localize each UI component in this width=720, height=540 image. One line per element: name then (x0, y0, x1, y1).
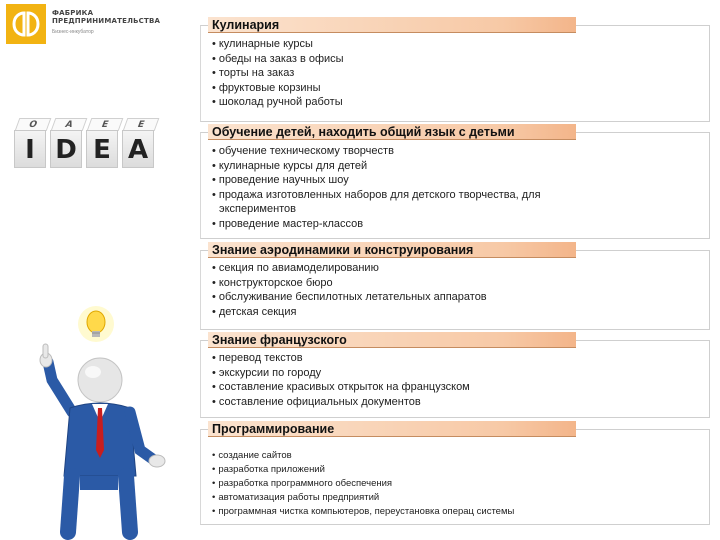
section-title: Программирование (208, 421, 576, 437)
list-item: • обучение техническому творчеств (212, 144, 702, 159)
section-kids-education (200, 124, 710, 239)
cube-top-letter: A (51, 118, 88, 131)
logo-text (52, 9, 160, 25)
section-programming (200, 421, 710, 525)
cube-letter: A (122, 130, 154, 168)
list-item: • создание сайтов (212, 449, 702, 463)
cube-letter: D (50, 130, 82, 168)
cube-d (50, 118, 82, 168)
logo-subtitle: Бизнес-инкубатор (52, 29, 94, 35)
list-item: • составление красивых открыток на французском (212, 380, 702, 395)
list-item: • продажа изготовленных наборов для детского творчества, для экспериментов (212, 188, 702, 217)
section-title: Знание аэродинамики и конструирования (208, 242, 576, 258)
list-item: • кулинарные курсы для детей (212, 159, 702, 174)
cube-e (86, 118, 118, 168)
list-item: • секция по авиамоделированию (212, 261, 702, 276)
idea-person-icon (20, 300, 170, 540)
section-list (212, 351, 702, 409)
cube-letter: I (14, 130, 46, 168)
company-logo (6, 4, 161, 44)
list-item: • перевод текстов (212, 351, 702, 366)
section-title: Обучение детей, находить общий язык с детьми (208, 124, 576, 140)
cube-a (122, 118, 154, 168)
section-cooking (200, 17, 710, 122)
section-title: Кулинария (208, 17, 576, 33)
section-title: Знание французского (208, 332, 576, 348)
logo-line-2: ПРЕДПРИНИМАТЕЛЬСТВА (52, 17, 161, 25)
list-item: • программная чистка компьютеров, переустановка операц системы (212, 505, 702, 519)
section-french (200, 332, 710, 418)
list-item: • проведение научных шоу (212, 173, 702, 188)
list-item: • экскурсии по городу (212, 366, 702, 381)
list-item: • торты на заказ (212, 66, 702, 81)
list-item: • кулинарные курсы (212, 37, 702, 52)
section-list (212, 37, 702, 110)
list-item: • составление официальных документов (212, 395, 702, 410)
list-item: • обеды на заказ в офисы (212, 52, 702, 67)
section-list (212, 449, 702, 519)
list-item: • проведение мастер-классов (212, 217, 702, 232)
list-item: • разработка приложений (212, 463, 702, 477)
list-item: • конструкторское бюро (212, 276, 702, 291)
cube-top-letter: E (123, 118, 160, 131)
cube-letter: E (86, 130, 118, 168)
cube-i (14, 118, 46, 168)
section-list (212, 261, 702, 319)
list-item: • фруктовые корзины (212, 81, 702, 96)
list-item: • разработка программного обеспечения (212, 477, 702, 491)
list-item: • обслуживание беспилотных летательных аппаратов (212, 290, 702, 305)
list-item: • детская секция (212, 305, 702, 320)
list-item: • автоматизация работы предприятий (212, 491, 702, 505)
section-aerodynamics (200, 242, 710, 330)
person-with-lightbulb-illustration (20, 300, 170, 540)
logo-line-1: ФАБРИКА (52, 9, 94, 17)
cube-top-letter: E (87, 118, 124, 131)
cube-top-letter: O (15, 118, 52, 131)
logo-mark (6, 4, 46, 44)
idea-cubes-image (12, 118, 162, 174)
list-item: • шоколад ручной работы (212, 95, 702, 110)
section-list (212, 144, 702, 232)
logo-ff-icon (10, 9, 42, 39)
